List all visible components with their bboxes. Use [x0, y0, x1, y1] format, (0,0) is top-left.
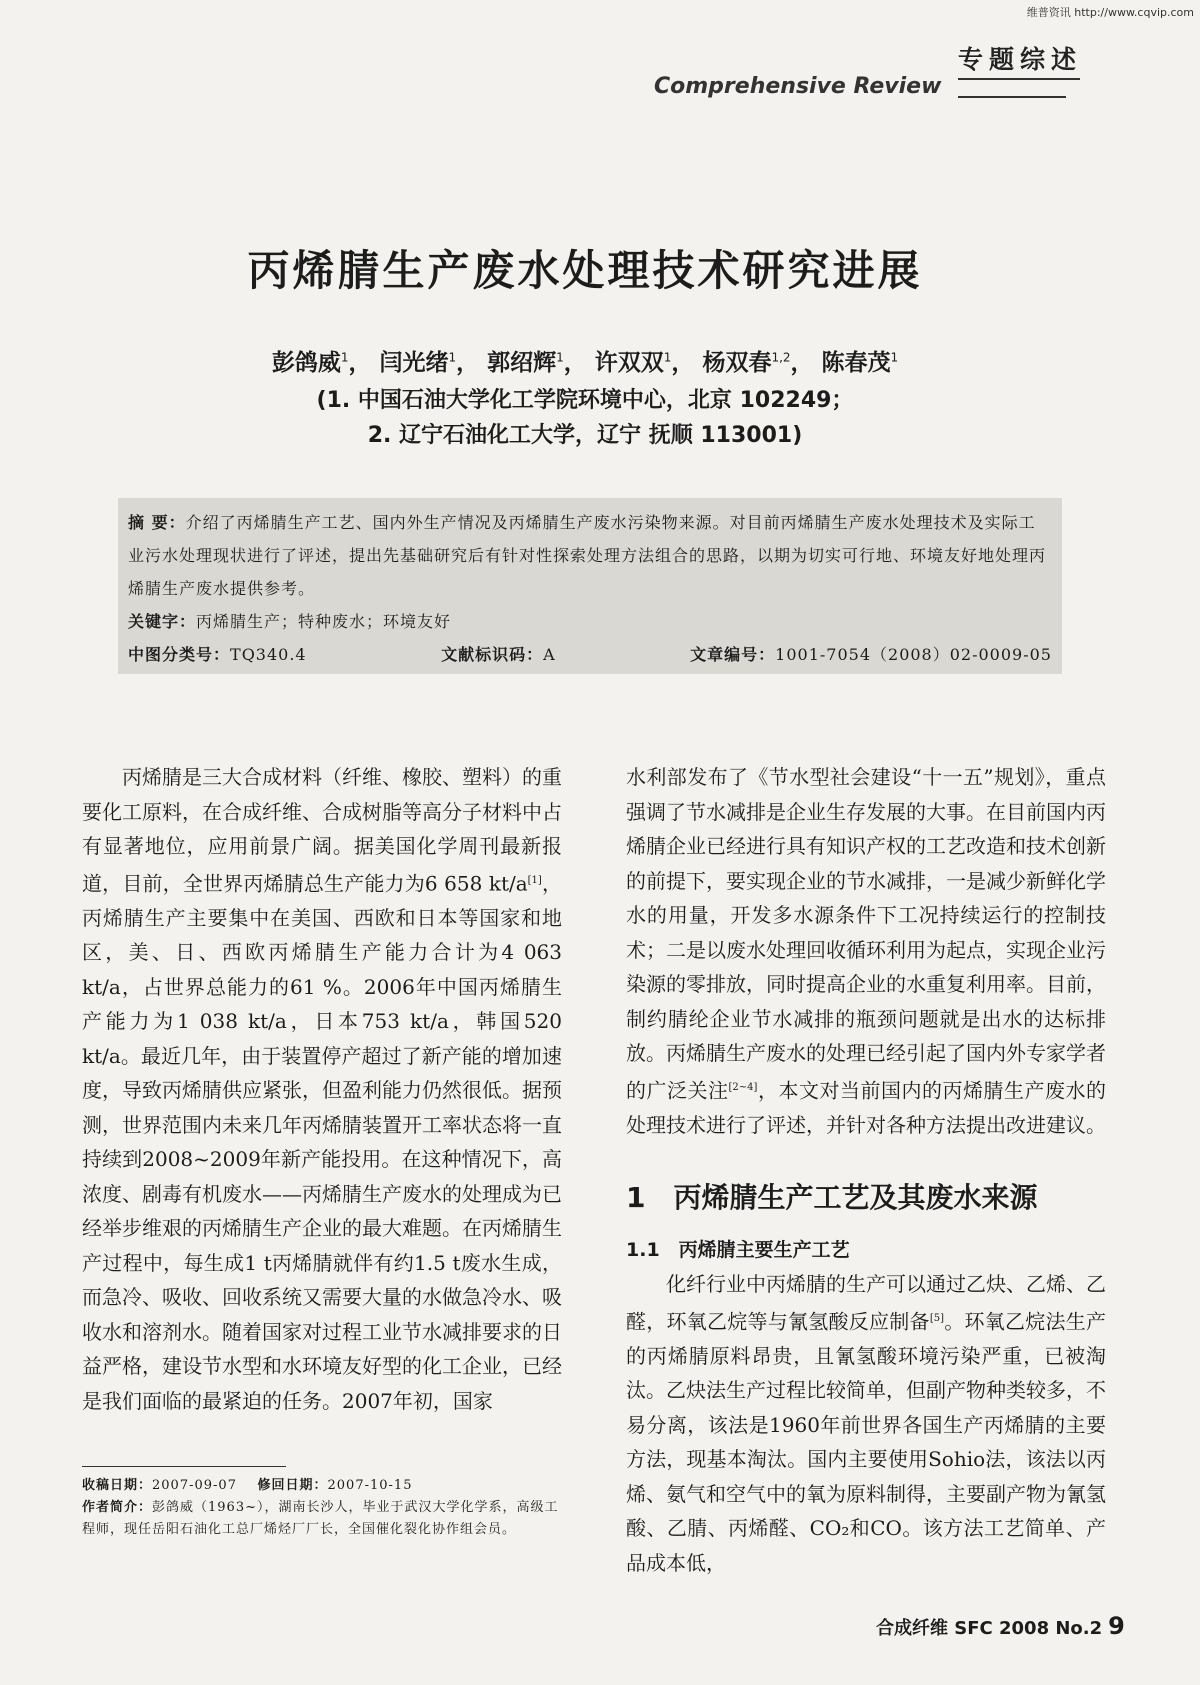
keywords-text: 丙烯腈生产；特种废水；环境友好 — [196, 612, 452, 631]
received-label: 收稿日期： — [82, 1478, 153, 1493]
author-name: 彭鸽威 — [271, 350, 341, 376]
received-date: 2007-09-07 — [152, 1478, 237, 1493]
paper-title: 丙烯腈生产废水处理技术研究进展 — [247, 246, 923, 295]
abstract-box — [118, 498, 1062, 674]
author-name: 闫光绪 — [379, 350, 449, 376]
body-paragraph — [626, 760, 1106, 1142]
bio-label: 作者简介： — [82, 1500, 153, 1515]
author-name: 郭绍辉 — [487, 350, 557, 376]
page-number: 9 — [1108, 1612, 1125, 1640]
article-value: 1001-7054（2008）02-0009-05 — [775, 645, 1052, 664]
footnote — [82, 1475, 566, 1541]
clc-label: 中图分类号： — [128, 645, 231, 664]
author-list: 彭鸽威$^1$， 闫光绪$^1$， 郭绍辉$^1$， 许双双$^1$， 杨双春$^{1,2}$， 陈春茂$^1$ — [271, 350, 899, 376]
author-name: 杨双春 — [702, 350, 772, 376]
body-text: 。环氧乙烷法生产的丙烯腈原料昂贵，且氰氢酸环境污染严重，已被淘汰。乙炔法生产过程比较简单，但副产物种类较多，不易分离，该法是1960年前世界各国生产丙烯腈的主要方法，现基本淘汰。国内主要使用Sohio法，该法以丙烯、氨气和空气中的氧为原料制得，主要副产物为氰氢酸、乙腈、丙烯醛、CO₂和CO。该方法工艺简单、产品成本低， — [626, 1309, 1107, 1575]
citation: [1] — [527, 874, 542, 886]
watermark: 维普资讯 http://www.cqvip.com — [1026, 6, 1194, 19]
journal-info: 合成纤维 SFC 2008 No.2 — [876, 1618, 1103, 1639]
author-affiliation-mark: 1 — [890, 350, 899, 365]
body-text: 丙烯腈是三大合成材料（纤维、橡胶、塑料）的重要化工原料，在合成纤维、合成树脂等高分子材料中占有显著地位，应用前景广阔。据美国化学周刊最新报道，目前，全世界丙烯腈总生产能力为6 658 kt/a — [82, 765, 562, 896]
article-number — [690, 638, 1052, 671]
citation: [5] — [929, 1312, 944, 1324]
body-text: ，本文对当前国内的丙烯腈生产废水的处理技术进行了评述，并针对各种方法提出改进建议。 — [626, 1078, 1107, 1137]
author-name: 陈春茂 — [821, 350, 891, 376]
abstract — [128, 506, 1052, 605]
body-text: 水利部发布了《节水型社会建设“十一五”规划》，重点强调了节水减排是企业生存发展的大事。在目前国内丙烯腈企业已经进行具有知识产权的工艺改造和技术创新的前提下，要实现企业的节水减排，一是减少新鲜化学水的用量，开发多水源条件下工况持续运行的控制技术；二是以废水处理回收循环利用为起点，实现企业污染源的零排放，同时提高企业的水重复利用率。目前，制约腈纶企业节水减排的瓶颈问题就是出水的达标排放。丙烯腈生产废水的处理已经引起了国内外专家学者的广泛关注 — [626, 765, 1106, 1103]
doc-label: 文献标识码： — [441, 645, 544, 664]
body-column-right — [626, 760, 1106, 1142]
author-affiliation-mark: 1 — [448, 350, 457, 365]
keywords-label: 关键字： — [128, 612, 197, 631]
body-paragraph — [626, 1267, 1106, 1580]
affiliation-line: (1. 中国石油大学化工学院环境中心，北京 102249； — [316, 388, 854, 413]
revised-label: 修回日期： — [257, 1478, 328, 1493]
header-rule — [958, 96, 1066, 98]
bio-text: 彭鸽威（1963~），湖南长沙人，毕业于武汉大学化学系，高级工程师，现任岳阳石油化工总厂烯烃厂厂长，全国催化裂化协作组会员。 — [82, 1500, 559, 1537]
page-footer — [876, 1612, 1125, 1640]
author-affiliation-mark: 1 — [556, 350, 564, 365]
clc-number — [128, 638, 307, 671]
author-affiliation-mark: 1 — [340, 350, 349, 365]
abstract-label: 摘 要： — [128, 513, 186, 532]
section-heading: 1 丙烯腈生产工艺及其废水来源 — [626, 1181, 1038, 1214]
keywords — [128, 605, 1052, 638]
date-line — [82, 1475, 566, 1497]
section-label-en: Comprehensive Review — [654, 74, 942, 99]
doc-value: A — [543, 645, 556, 664]
body-text: 化纤行业中丙烯腈的生产可以通过乙炔、乙烯、乙醛，环氧乙烷等与氰氢酸反应制备 — [626, 1272, 1106, 1334]
abstract-text: 介绍了丙烯腈生产工艺、国内外生产情况及丙烯腈生产废水污染物来源。对目前丙烯腈生产废水处理技术及实际工业污水处理现状进行了评述，提出先基础研究后有针对性探索处理方法组合的思路，以期为切实可行地、环境友好地处理丙烯腈生产废水提供参考。 — [128, 513, 1047, 598]
author-bio — [82, 1497, 566, 1541]
body-paragraph — [82, 760, 562, 1418]
clc-value: TQ340.4 — [230, 645, 307, 664]
author-name: 许双双 — [594, 350, 664, 376]
header-rule — [958, 78, 1080, 80]
classification-row — [128, 638, 1052, 671]
document-code — [441, 638, 556, 671]
citation: [2~4] — [728, 1081, 758, 1093]
affiliation-line: 2. 辽宁石油化工大学，辽宁 抚顺 113001) — [367, 423, 803, 448]
section-label: 专题综述 — [958, 45, 1083, 74]
subsection-heading: 1.1 丙烯腈主要生产工艺 — [626, 1239, 850, 1261]
revised-date: 2007-10-15 — [327, 1478, 413, 1493]
footnote-rule — [82, 1466, 286, 1467]
article-label: 文章编号： — [690, 645, 776, 664]
body-column-right-continued — [626, 1267, 1106, 1580]
author-affiliation-mark: 1 — [663, 350, 672, 365]
author-affiliation-mark: 1,2 — [771, 350, 791, 365]
body-text: ，丙烯腈生产主要集中在美国、西欧和日本等国家和地区，美、日、西欧丙烯腈生产能力合计为4 063 kt/a，占世界总能力的61 %。2006年中国丙烯腈生产能力为1 038 kt/a，日本753 kt/a，韩国520 kt/a。最近几年，由于装置停产超过了新产能的增加速度，导致丙烯腈供应紧张，但盈利能力仍然很低。据预测，世界范围内未来几年丙烯腈装置开工率状态将一直持续到2008~2009年新产能投用。在这种情况下，高浓度、剧毒有机废水——丙烯腈生产废水的处理成为已经举步维艰的丙烯腈生产企业的最大难题。在丙烯腈生产过程中，每生成1 t丙烯腈就伴有约1.5 t废水生成，而急冷、吸收、回收系统又需要大量的水做急冷水、吸收水和溶剂水。随着国家对过程工业节水减排要求的日益严格，建设节水型和水环境友好型的化工企业，已经是我们面临的最紧迫的任务。2007年初，国家 — [82, 871, 562, 1413]
body-column-left — [82, 760, 562, 1418]
